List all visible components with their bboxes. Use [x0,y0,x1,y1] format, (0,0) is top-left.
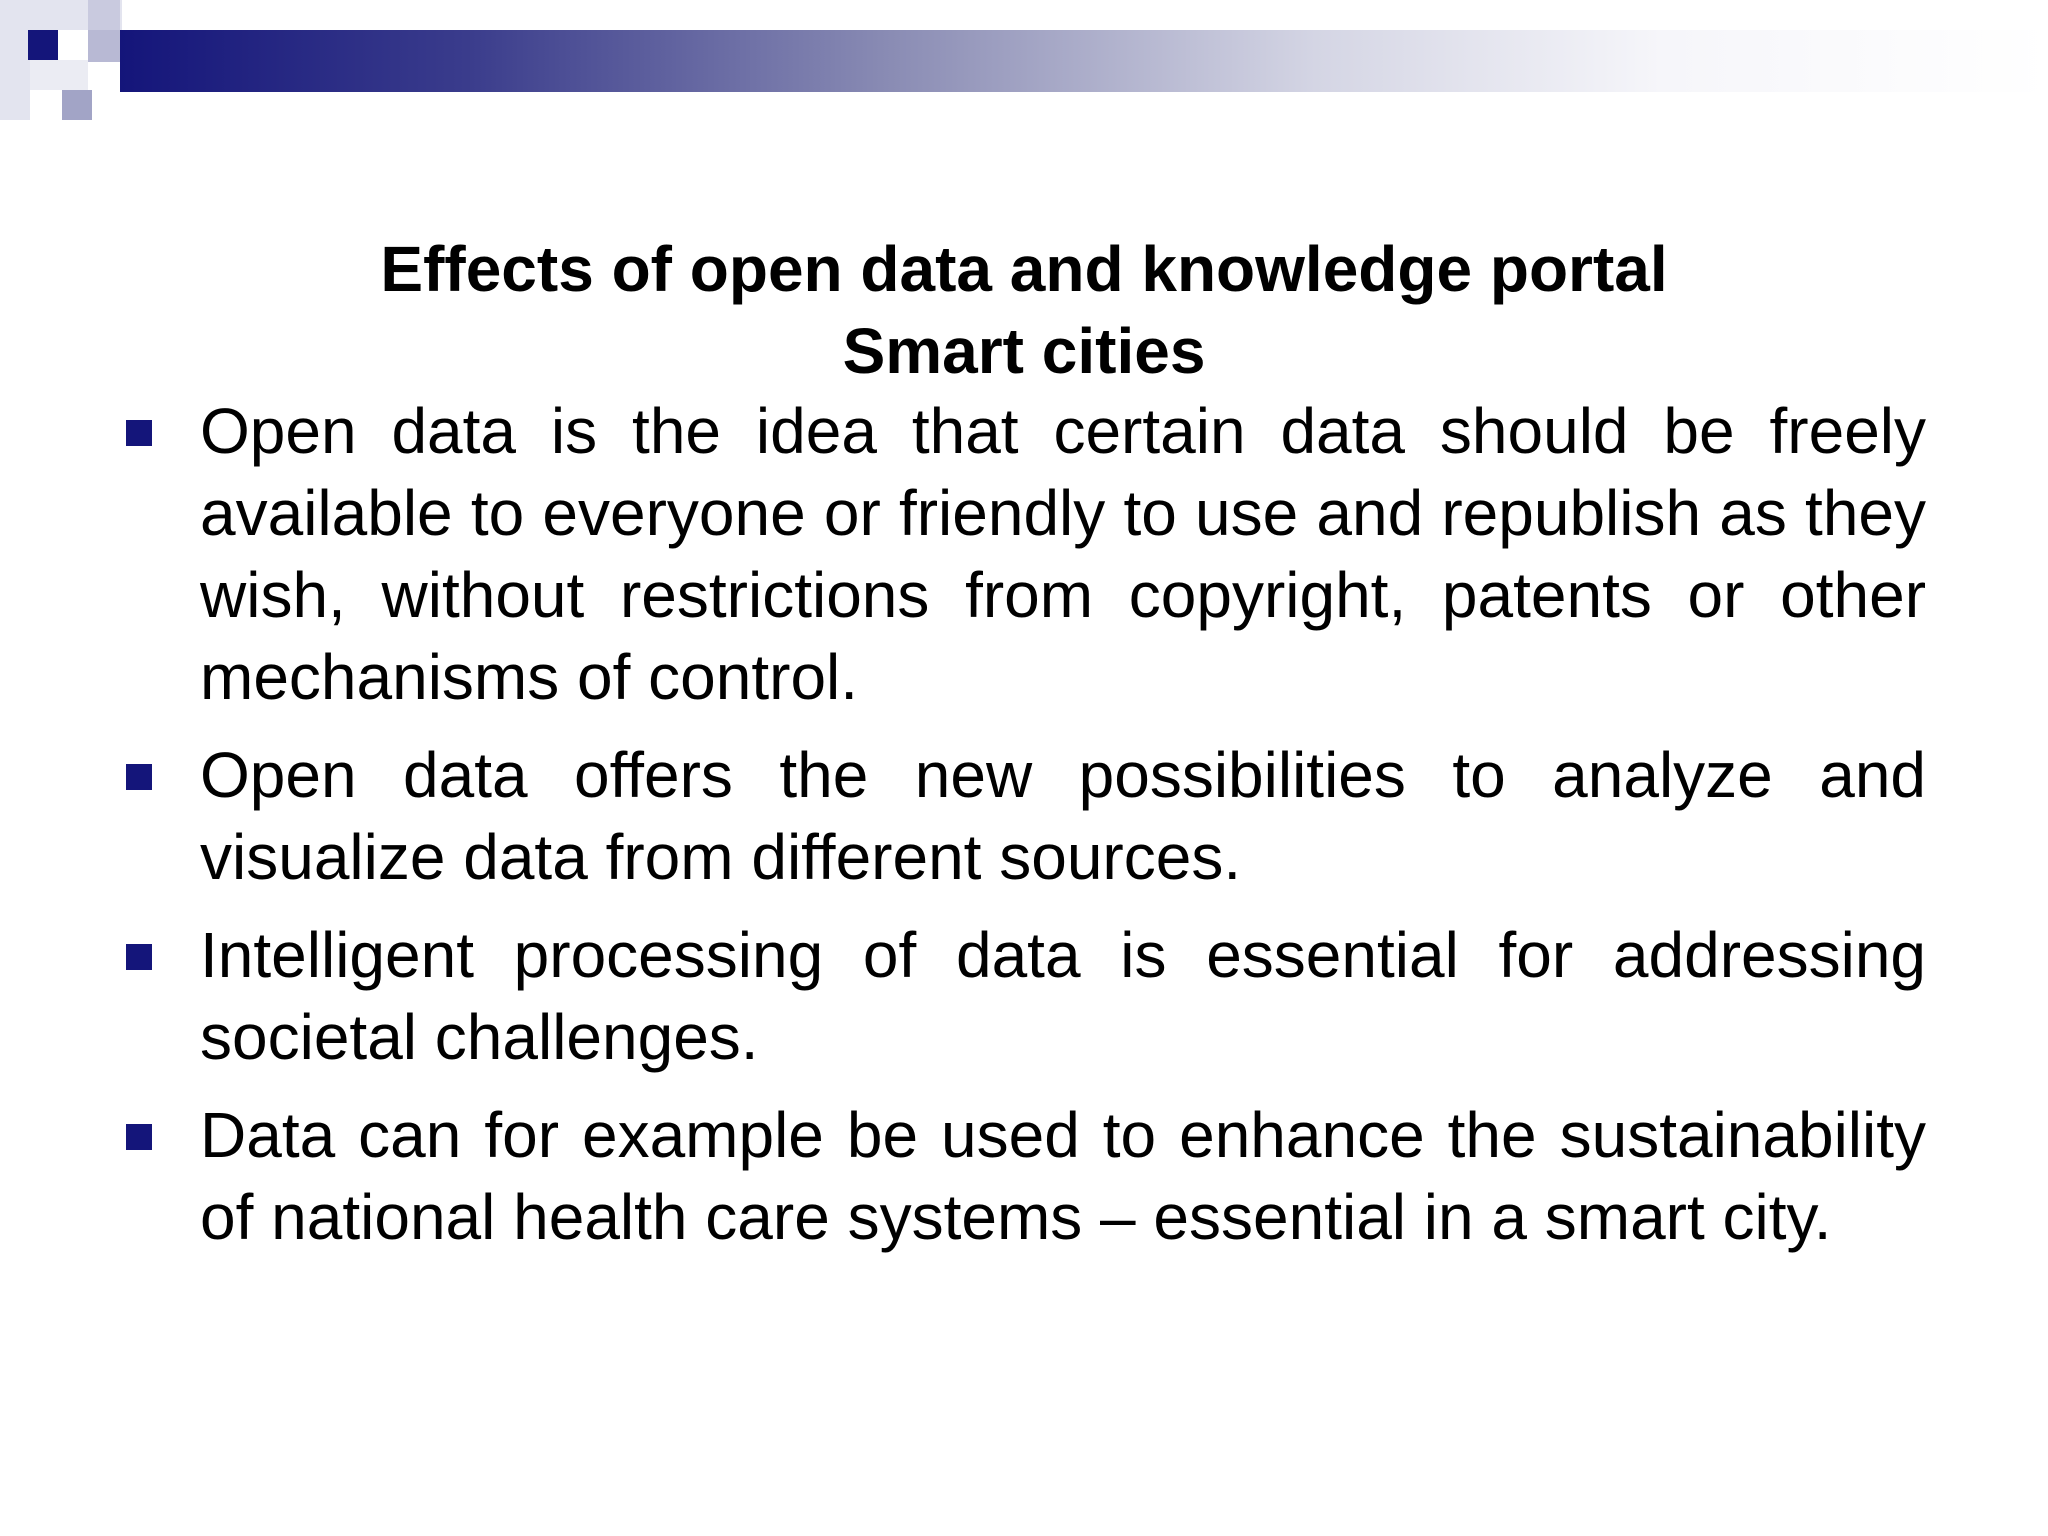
bullet-text: Data can for example be used to enhance the sustainability of national health care systems – essential in a smart city. [200,1099,1926,1253]
decor-square [88,30,120,62]
slide-title-line-1: Effects of open data and knowledge portal [380,233,1668,305]
bullet-text: Open data offers the new possibilities to analyze and visualize data from different sources. [200,739,1926,893]
bullet-item [200,914,1926,1078]
bullet-item [200,390,1926,718]
decor-square [62,90,92,120]
decor-square [88,0,120,30]
bullet-list [200,390,1926,1274]
bullet-item [200,1094,1926,1258]
bullet-item [200,734,1926,898]
square-bullet-icon [126,944,152,970]
decor-square [28,30,58,60]
decor-square [0,30,30,120]
square-bullet-icon [126,764,152,790]
square-bullet-icon [126,1124,152,1150]
slide-title-line-2: Smart cities [842,315,1206,387]
square-bullet-icon [126,420,152,446]
bullet-text: Open data is the idea that certain data should be freely available to everyone or friendly to use and republish as they wish, without restrictions from copyright, patents or other mechanisms of control. [200,395,1926,713]
slide-title [0,228,2048,392]
header-gradient-band [120,30,2048,92]
bullet-text: Intelligent processing of data is essential for addressing societal challenges. [200,919,1926,1073]
decor-square [30,60,88,90]
